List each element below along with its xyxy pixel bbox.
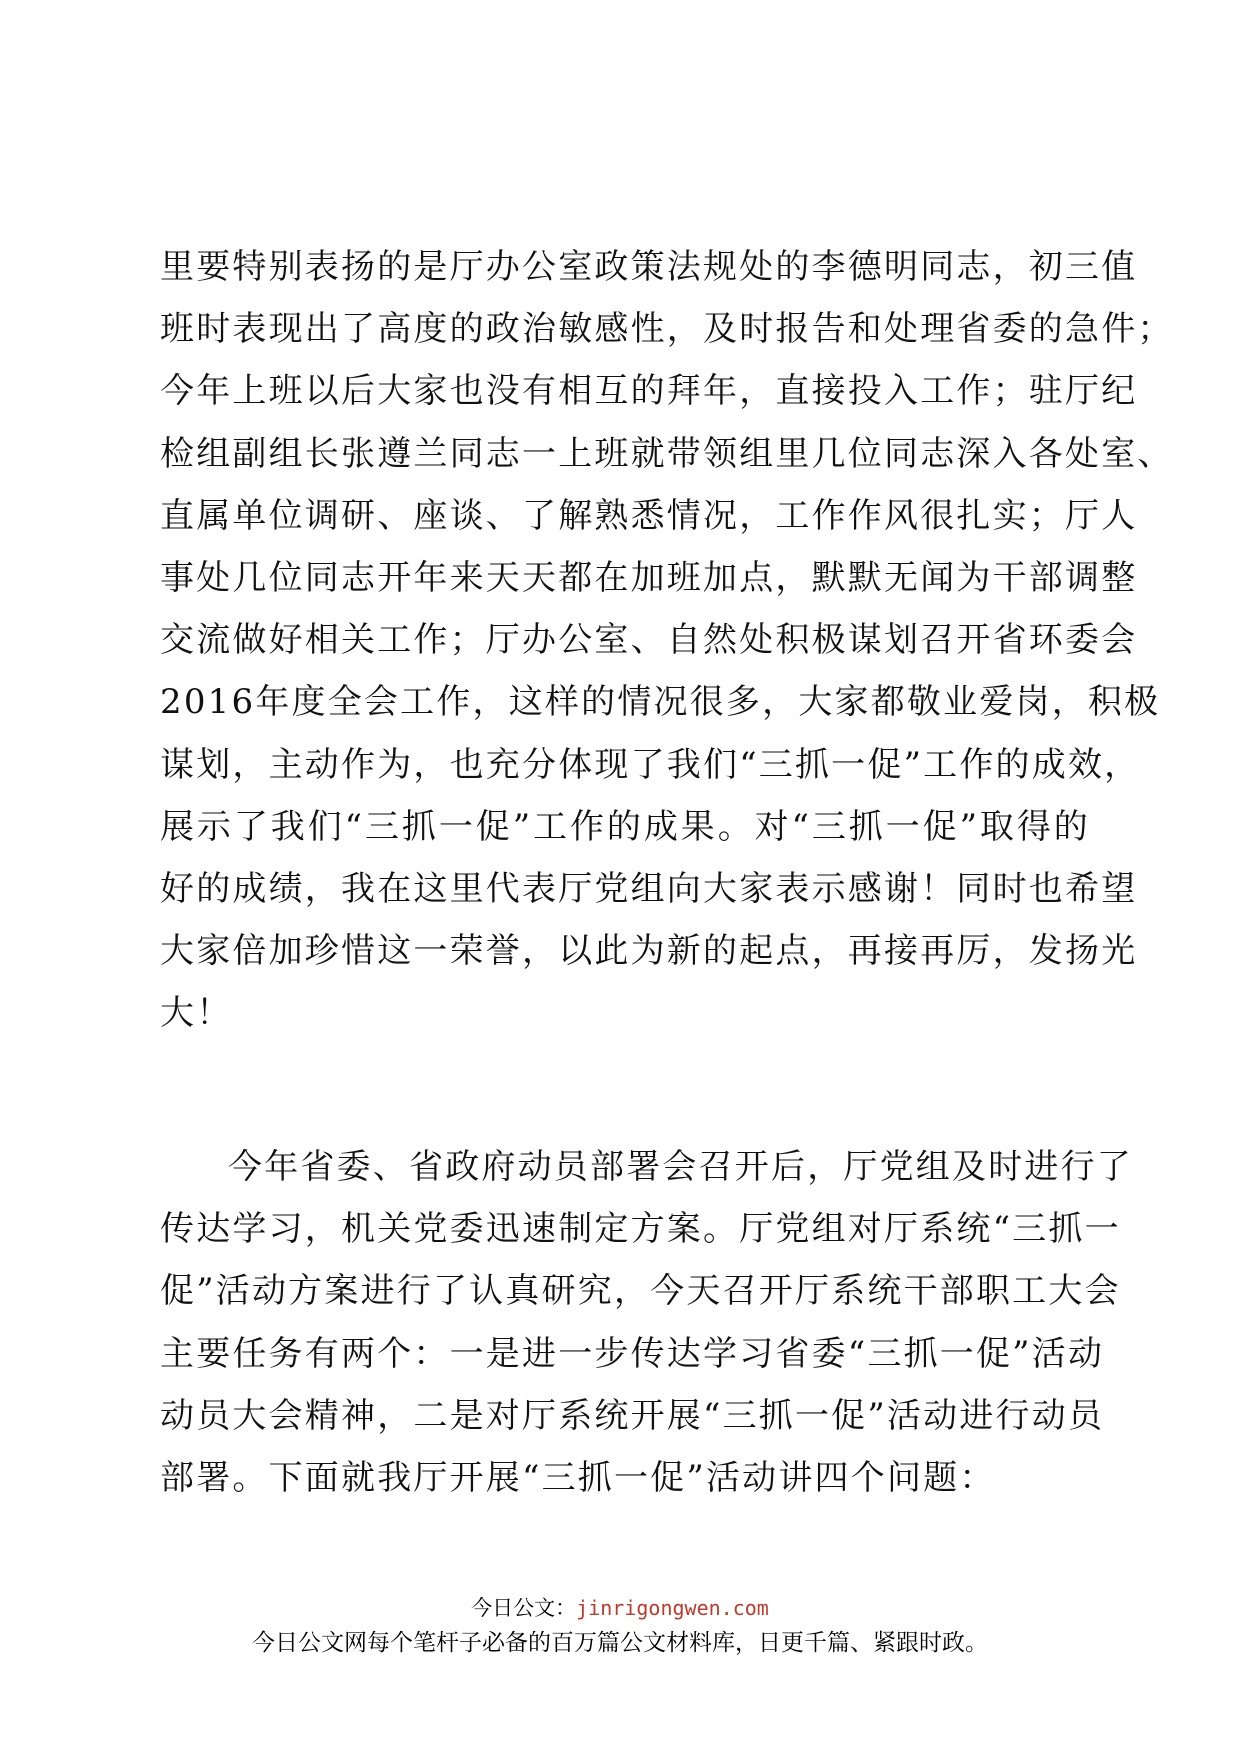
body-paragraph-1 bbox=[160, 236, 1174, 1044]
paragraph-line: 检组副组长张遵兰同志一上班就带领组里几位同志深入各处室、 bbox=[160, 433, 1174, 474]
paragraph-line: 部署。下面就我厅开展“三抓一促”活动讲四个问题： bbox=[160, 1457, 996, 1498]
footer-tagline: 今日公文网每个笔杆子必备的百万篇公文材料库，日更千篇、紧跟时政。 bbox=[252, 1630, 988, 1656]
paragraph-line: 大！ bbox=[160, 993, 233, 1034]
paragraph-line: 交流做好相关工作；厅办公室、自然处积极谋划召开省环委会 bbox=[160, 620, 1138, 661]
body-paragraph-2 bbox=[160, 1136, 1133, 1509]
paragraph-line: 里要特别表扬的是厅办公室政策法规处的李德明同志，初三值 bbox=[160, 247, 1138, 287]
paragraph-line: 展示了我们“三抓一促”工作的成果。对“三抓一促”取得的 bbox=[160, 806, 1090, 847]
footer-site-line bbox=[0, 1594, 1240, 1622]
paragraph-line: 动员大会精神，二是对厅系统开展“三抓一促”活动进行动员 bbox=[160, 1395, 1105, 1436]
paragraph-line: 今年上班以后大家也没有相互的拜年，直接投入工作；驻厅纪 bbox=[160, 371, 1138, 412]
footer-site-url[interactable]: jinrigongwen.com bbox=[576, 1596, 769, 1620]
paragraph-line: 2016年度全会工作，这样的情况很多，大家都敬业爱岗，积极 bbox=[160, 682, 1161, 723]
paragraph-line: 谋划，主动作为，也充分体现了我们“三抓一促”工作的成效， bbox=[160, 744, 1141, 785]
footer-site-label: 今日公文： bbox=[471, 1596, 577, 1620]
paragraph-line: 直属单位调研、座谈、了解熟悉情况，工作作风很扎实；厅人 bbox=[160, 495, 1138, 536]
paragraph-line: 促”活动方案进行了认真研究，今天召开厅系统干部职工大会 bbox=[160, 1271, 1121, 1312]
paragraph-line: 传达学习，机关党委迅速制定方案。厅党组对厅系统“三抓一 bbox=[160, 1209, 1121, 1250]
paragraph-line: 事处几位同志开年来天天都在加班加点，默默无闻为干部调整 bbox=[160, 557, 1138, 598]
paragraph-line: 主要任务有两个：一是进一步传达学习省委“三抓一促”活动 bbox=[160, 1333, 1105, 1374]
paragraph-line: 今年省委、省政府动员部署会召开后，厅党组及时进行了 bbox=[228, 1147, 1133, 1187]
paragraph-line: 大家倍加珍惜这一荣誉，以此为新的起点，再接再厉，发扬光 bbox=[160, 931, 1138, 972]
paragraph-line: 班时表现出了高度的政治敏感性，及时报告和处理省委的急件； bbox=[160, 309, 1174, 350]
paragraph-line: 好的成绩，我在这里代表厅党组向大家表示感谢！同时也希望 bbox=[160, 868, 1138, 909]
